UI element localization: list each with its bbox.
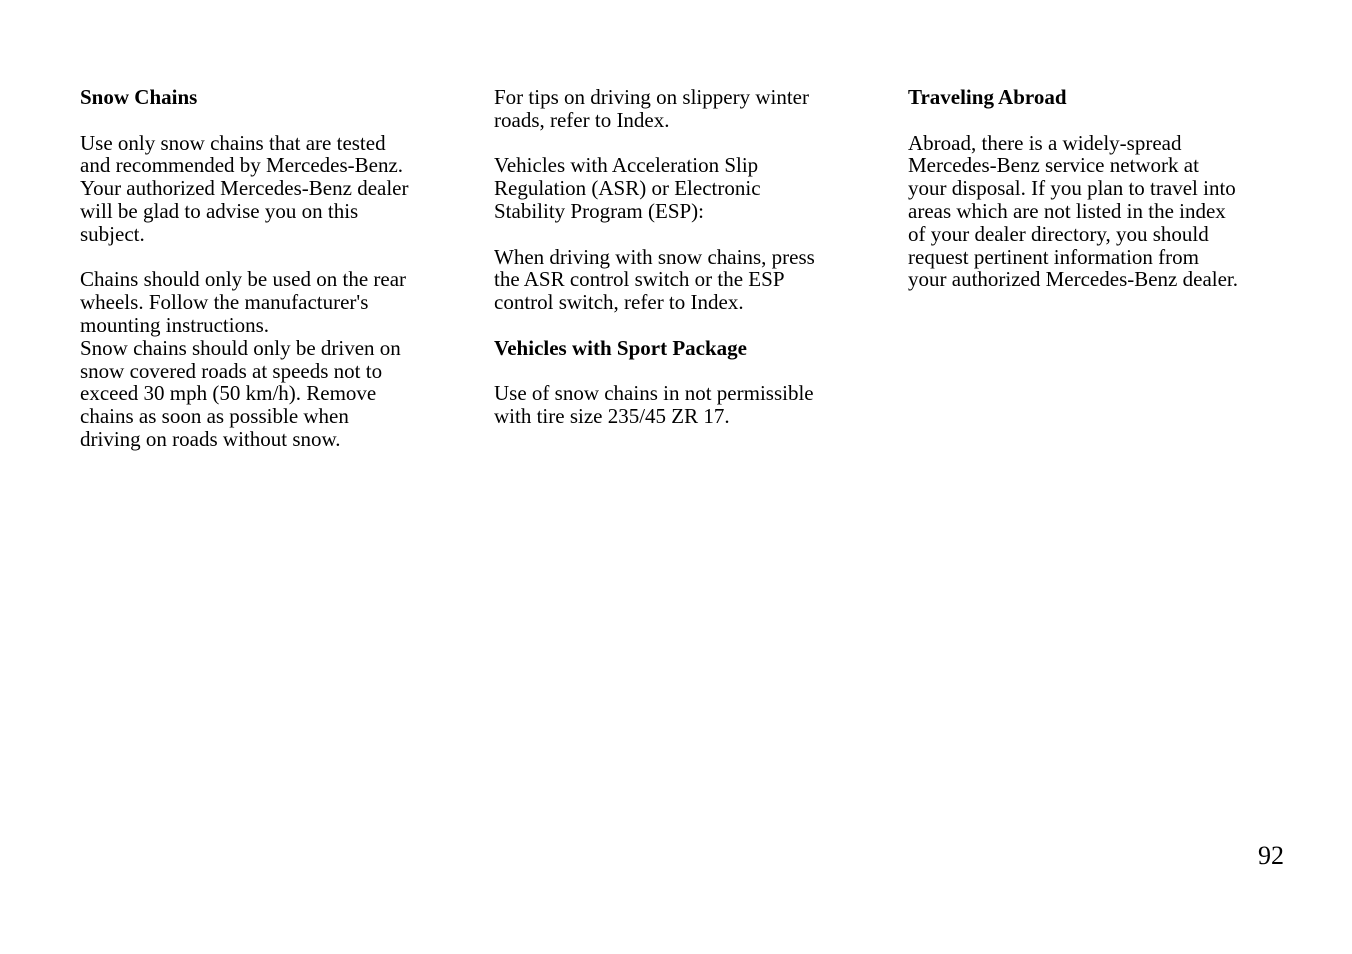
text-line: will be glad to advise you on this bbox=[80, 198, 359, 223]
text-line: Vehicles with Acceleration Slip bbox=[494, 153, 759, 178]
text-line: Mercedes-Benz service network at bbox=[908, 153, 1199, 178]
paragraph-tire-size bbox=[494, 382, 874, 428]
page-number: 92 bbox=[1258, 841, 1284, 870]
paragraph-slippery-roads bbox=[494, 86, 874, 132]
heading-traveling-abroad: Traveling Abroad bbox=[908, 85, 1067, 109]
column-winter-tips bbox=[494, 86, 874, 428]
text-line: subject. bbox=[80, 221, 145, 246]
text-line: your authorized Mercedes-Benz dealer. bbox=[908, 267, 1239, 292]
text-line: Use of snow chains in not permissible bbox=[494, 381, 814, 406]
paragraph-asr-esp bbox=[494, 154, 874, 222]
text-line: of your dealer directory, you should bbox=[908, 221, 1209, 246]
heading-snow-chains: Snow Chains bbox=[80, 85, 198, 109]
text-line: When driving with snow chains, press bbox=[494, 244, 815, 269]
text-line: Regulation (ASR) or Electronic bbox=[494, 176, 761, 201]
paragraph-service-network bbox=[908, 132, 1288, 292]
text-line: request pertinent information from bbox=[908, 244, 1199, 269]
text-line: Snow chains should only be driven on bbox=[80, 335, 401, 360]
text-line: Use only snow chains that are tested bbox=[80, 130, 386, 155]
text-line: Chains should only be used on the rear bbox=[80, 267, 407, 292]
text-line: Your authorized Mercedes-Benz dealer bbox=[80, 176, 409, 201]
text-line: chains as soon as possible when bbox=[80, 404, 349, 429]
text-line: areas which are not listed in the index bbox=[908, 198, 1226, 223]
heading-sport-package: Vehicles with Sport Package bbox=[494, 335, 747, 360]
paragraph-tested-chains bbox=[80, 132, 460, 246]
text-line: the ASR control switch or the ESP bbox=[494, 267, 785, 292]
text-line: and recommended by Mercedes-Benz. bbox=[80, 153, 404, 178]
text-line: with tire size 235/45 ZR 17. bbox=[494, 404, 730, 429]
paragraph-control-switch bbox=[494, 246, 874, 314]
text-line: roads, refer to Index. bbox=[494, 107, 670, 132]
text-line: control switch, refer to Index. bbox=[494, 290, 744, 315]
text-line: snow covered roads at speeds not to bbox=[80, 358, 383, 383]
paragraph-rear-wheels bbox=[80, 268, 460, 450]
text-line: Abroad, there is a widely-spread bbox=[908, 130, 1182, 155]
column-traveling-abroad bbox=[908, 86, 1288, 291]
text-line: Stability Program (ESP): bbox=[494, 198, 704, 223]
text-line: exceed 30 mph (50 km/h). Remove bbox=[80, 381, 377, 406]
text-line: For tips on driving on slippery winter bbox=[494, 85, 809, 109]
text-line: mounting instructions. bbox=[80, 312, 269, 337]
text-line: wheels. Follow the manufacturer's bbox=[80, 290, 369, 315]
column-snow-chains bbox=[80, 86, 460, 451]
text-line: driving on roads without snow. bbox=[80, 426, 341, 451]
text-line: your disposal. If you plan to travel into bbox=[908, 176, 1236, 201]
